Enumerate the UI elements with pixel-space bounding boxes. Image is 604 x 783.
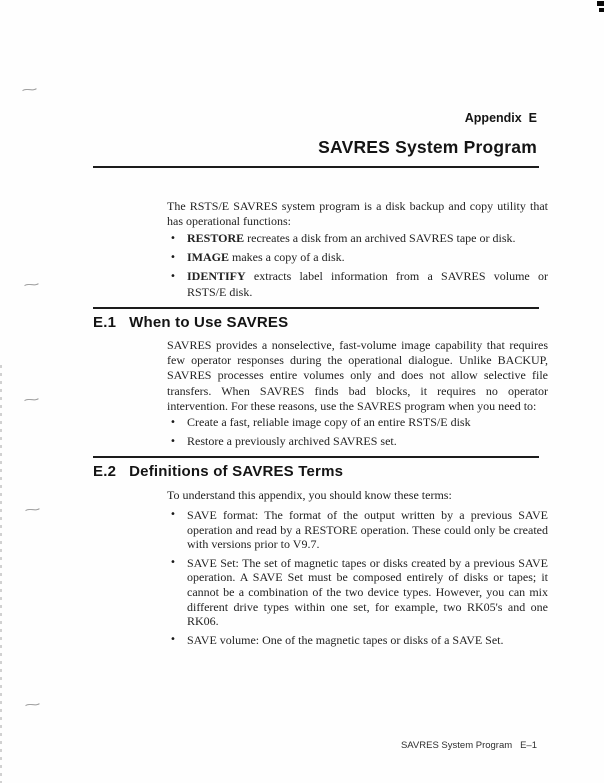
header-rule [93, 166, 539, 168]
section-title: When to Use SAVRES [129, 314, 289, 331]
bullet-term: IDENTIFY [187, 269, 246, 284]
bullet-icon: • [170, 509, 176, 520]
bullet-icon: • [170, 556, 176, 568]
section-rule [93, 456, 539, 458]
bullet-icon: • [170, 417, 176, 428]
intro-paragraph: The RSTS/E SAVRES system program is a disk backup and copy utility that has operational functions: [167, 199, 548, 229]
bullet-text: Restore a previously archived SAVRES set. [187, 434, 397, 449]
section-number: E.1 [93, 314, 117, 331]
list-item [167, 231, 548, 246]
section-e2-bullet-list [167, 508, 548, 651]
section-rule [93, 307, 539, 309]
margin-mark-icon: ~ [20, 391, 43, 407]
bullet-text: SAVE volume: One of the magnetic tapes or disks of a SAVE Set. [187, 632, 504, 647]
bullet-text: SAVE Set: The set of magnetic tapes or disks created by a previous SAVE operation. A SAVE Set must be composed entirely of disks or tapes; it cannot be a combination of the two device types. However, you can mix different drive types within one set, for example, two RK05's and one RK06. [187, 555, 548, 629]
section-heading-e2 [93, 462, 343, 481]
bullet-term: IMAGE [187, 250, 229, 265]
bullet-text: extracts label information from a SAVRES volume or RSTS/E disk. [187, 269, 548, 299]
scan-edge-noise [0, 365, 2, 783]
margin-mark-icon: ~ [20, 276, 43, 292]
list-item [167, 269, 548, 299]
appendix-label: Appendix E [464, 111, 537, 125]
list-item [167, 250, 548, 265]
bullet-icon: • [170, 252, 176, 264]
bullet-text: recreates a disk from an archived SAVRES tape or disk. [244, 231, 516, 245]
bullet-icon: • [170, 436, 176, 448]
bullet-icon: • [170, 633, 176, 645]
section-e1-paragraph: SAVRES provides a nonselective, fast-volume image capability that requires few operator responses during the operational dialogue. Unlike BACKUP, SAVRES processes entire volumes only and does not allow selective file transfers. When SAVRES finds bad blocks, it requires no operator intervention. For these reasons, use the SAVRES program when you need to: [167, 338, 548, 413]
page-title: SAVRES System Program [318, 137, 537, 157]
page-footer: SAVRES System Program E–1 [400, 740, 537, 751]
bullet-icon: • [170, 233, 176, 244]
margin-mark-icon: ~ [21, 501, 44, 517]
section-title: Definitions of SAVRES Terms [129, 463, 344, 480]
margin-mark-icon: ~ [18, 81, 41, 97]
scan-corner-mark [599, 8, 604, 12]
section-heading-e1 [93, 313, 288, 332]
list-item [167, 556, 548, 629]
intro-bullet-list [167, 231, 548, 304]
scan-corner-mark [597, 1, 604, 6]
section-e1-bullet-list [167, 415, 548, 453]
list-item [167, 434, 548, 449]
bullet-term: RESTORE [187, 231, 245, 245]
bullet-text: Create a fast, reliable image copy of an entire RSTS/E disk [187, 415, 471, 429]
list-item [167, 508, 548, 552]
bullet-text: SAVE format: The format of the output written by a previous SAVE operation and read by a RESTORE operation. These could only be created with versions prior to V9.7. [187, 508, 548, 552]
section-e2-paragraph: To understand this appendix, you should know these terms: [167, 488, 452, 502]
list-item [167, 415, 548, 430]
bullet-icon: • [170, 271, 176, 283]
bullet-text: makes a copy of a disk. [229, 250, 345, 265]
section-number: E.2 [93, 463, 117, 480]
margin-mark-icon: ~ [21, 696, 44, 712]
list-item [167, 633, 548, 648]
